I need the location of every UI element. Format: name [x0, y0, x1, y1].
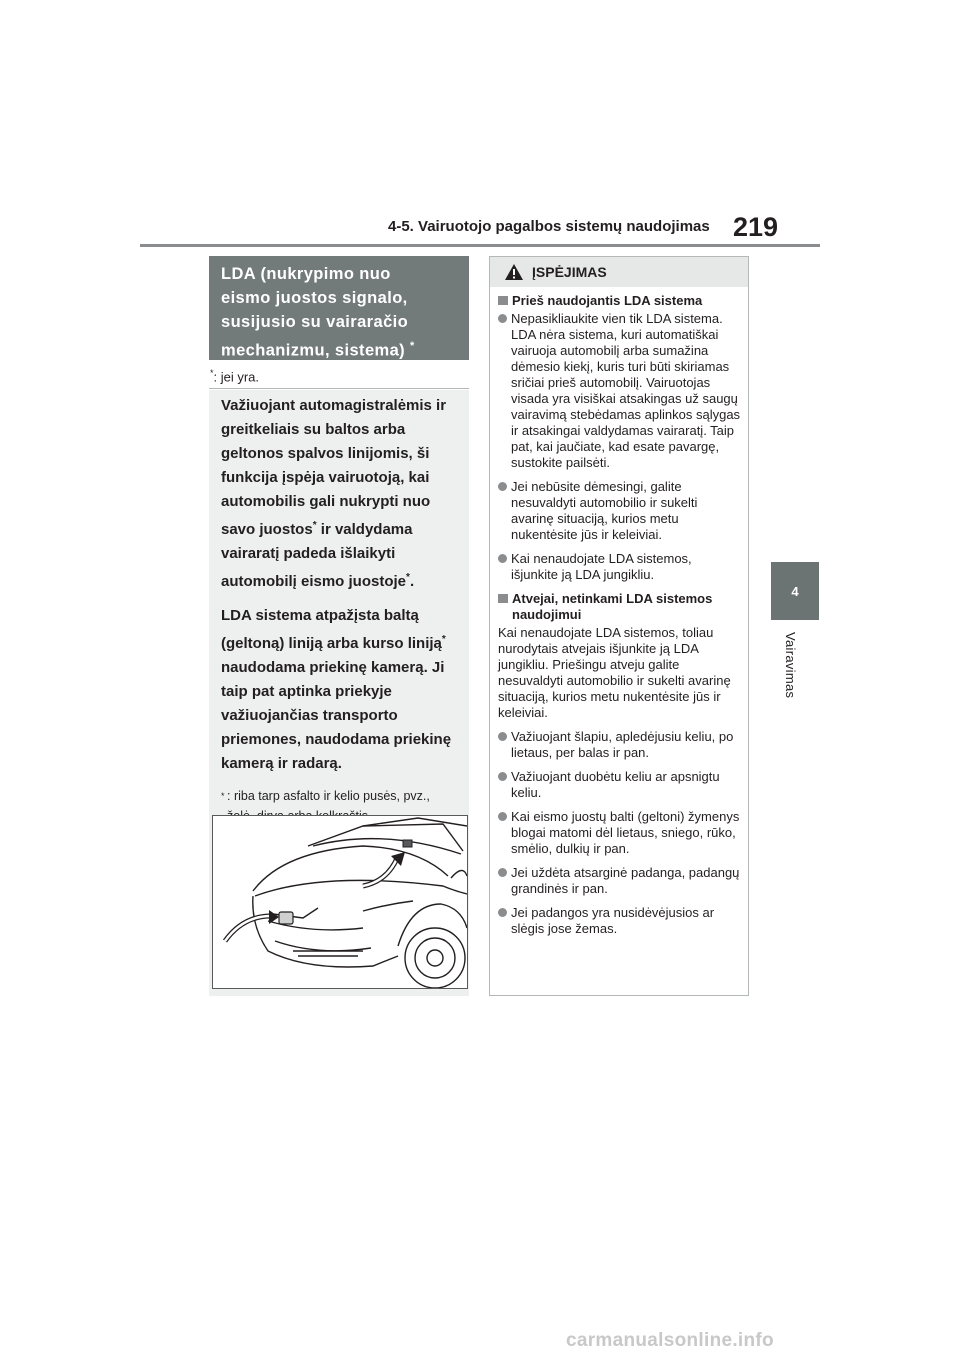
divider: [209, 388, 469, 389]
list-item: Jei padangos yra nusidėvėjusios ar slėgis jose žemas.: [498, 905, 742, 937]
subsection-heading: Prieš naudojantis LDA sistema: [498, 293, 742, 309]
list-item: Važiuojant duobėtu keliu ar apsnigtu keliu.: [498, 769, 742, 801]
car-front-camera-radar-image: [213, 816, 467, 988]
description-paragraph: LDA sistema atpažįsta baltą (geltoną) liniją arba kurso liniją* naudodama priekinę kamerą. Ji taip pat aptinka priekyje važiuojančias transporto priemones, naudodama priekinę kamerą ir radarą.: [221, 607, 452, 772]
list-item: Kai eismo juostų balti (geltoni) žymenys blogai matomi dėl lietaus, sniego, rūko, smėlio, dulkių ir pan.: [498, 809, 742, 857]
round-bullet-icon: [498, 908, 507, 917]
warning-title: ĮSPĖJIMAS: [532, 264, 607, 280]
subsection-heading: Atvejai, netinkami LDA sistemos naudojimui: [498, 591, 742, 623]
asterisk-mark: *: [410, 340, 415, 352]
chapter-name: Vairavimas: [783, 632, 798, 699]
list-item: Nepasikliaukite vien tik LDA sistema. LDA nėra sistema, kuri automatiškai vairuoja automobilį arba sumažina dėmesio kiekį, kuris turi būti skiriamas sričiai prieš automobilį. Vairuotojas visada yra visiškai atsakingas už saugų vairavimą stebėdamas aplinkos sąlygas ir atsakingai valdydamas vairaratį. Taip pat, kai jaučiate, kad esate pavargę, sustokite pailsėti.: [498, 311, 742, 471]
round-bullet-icon: [498, 772, 507, 781]
list-item: Važiuojant šlapiu, apledėjusiu keliu, po lietaus, per balas ir pan.: [498, 729, 742, 761]
radar-sensor-icon: [279, 912, 293, 924]
warning-body: [498, 293, 742, 945]
list-item: Kai nenaudojate LDA sistemos, išjunkite ją LDA jungikliu.: [498, 551, 742, 583]
section-heading: [209, 256, 469, 360]
round-bullet-icon: [498, 554, 507, 563]
heading-line: eismo juostos signalo,: [221, 289, 408, 307]
square-bullet-icon: [498, 594, 508, 603]
camera-icon: [403, 840, 412, 847]
description-paragraph: Važiuojant automagistralėmis ir greitkeliais su baltos arba geltonos spalvos linijomis, ši funkcija įspėja vairuotoją, kai automobilis gali nukrypti nuo savo juostos* ir valdydama vairaratį padeda išlaikyti automobilį eismo juostoje*.: [221, 397, 447, 590]
footnote: * : riba tarp asfalto ir kelio pusės, pvz.,: [221, 789, 430, 803]
availability-note: *: jei yra.: [210, 368, 260, 385]
heading-line: LDA (nukrypimo nuo: [221, 265, 391, 283]
warning-triangle-icon: [504, 263, 524, 281]
chapter-tab: 4: [771, 562, 819, 620]
list-item: Jei uždėta atsarginė padanga, padangų grandinės ir pan.: [498, 865, 742, 897]
round-bullet-icon: [498, 314, 507, 323]
warning-header: [490, 257, 748, 287]
round-bullet-icon: [498, 482, 507, 491]
square-bullet-icon: [498, 296, 508, 305]
list-item: Jei nebūsite dėmesingi, galite nesuvaldyti automobilio ir sukelti avarinę situaciją, kurios metu nukentėsite jūs ir keleiviai.: [498, 479, 742, 543]
watermark: carmanualsonline.info: [566, 1330, 774, 1351]
round-bullet-icon: [498, 868, 507, 877]
heading-line: mechanizmu, sistema): [221, 341, 406, 360]
round-bullet-icon: [498, 732, 507, 741]
header-divider: [140, 244, 820, 247]
asterisk-mark: *: [210, 368, 214, 378]
round-bullet-icon: [498, 812, 507, 821]
page-number: 219: [733, 212, 779, 242]
car-illustration: [212, 815, 468, 989]
section-title: 4-5. Vairuotojo pagalbos sistemų naudojimas: [388, 218, 710, 235]
heading-line: susijusio su vairaračio: [221, 313, 409, 331]
warning-paragraph: Kai nenaudojate LDA sistemos, toliau nurodytais atvejais išjunkite ją LDA jungikliu. Priešingu atveju galite nesuvaldyti automobilio ir sukelti avarinę situaciją, kurios metu nukentėsite jūs ir keleiviai.: [498, 625, 731, 720]
warning-box: [489, 256, 749, 996]
